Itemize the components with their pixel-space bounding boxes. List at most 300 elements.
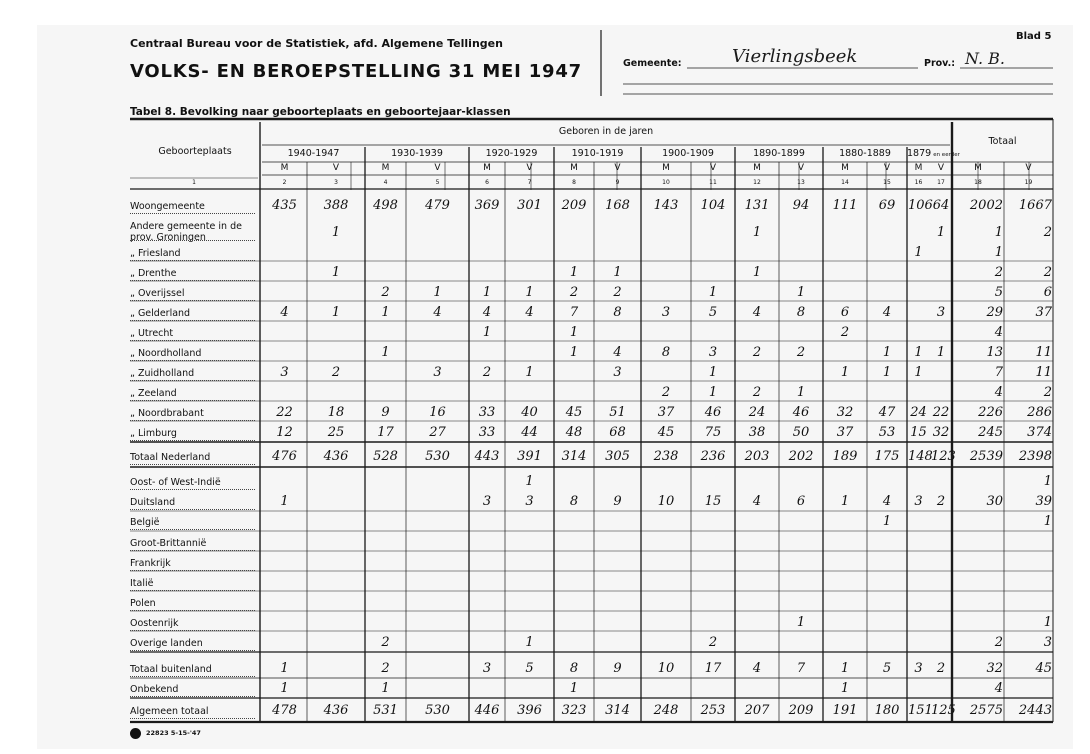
data-cell: 1 <box>525 285 534 300</box>
column-number: 7 <box>527 179 532 186</box>
data-cell: 5 <box>994 285 1003 300</box>
data-cell: 3 <box>482 494 492 509</box>
data-cell: 2 <box>381 661 390 676</box>
data-cell: 8 <box>796 305 806 320</box>
data-cell: 2398 <box>1018 449 1052 464</box>
column-number: 5 <box>435 179 440 186</box>
data-cell: 51 <box>609 405 626 420</box>
data-cell: 1 <box>482 325 492 340</box>
data-cell: 1 <box>882 345 892 360</box>
dotted-leader <box>130 529 255 530</box>
data-cell: 10 <box>657 494 675 509</box>
data-cell: 94 <box>792 198 810 213</box>
data-cell: 64 <box>932 198 950 213</box>
data-cell: 46 <box>704 405 722 420</box>
data-cell: 4 <box>280 305 289 320</box>
data-cell: 1 <box>280 661 289 676</box>
data-cell: 7 <box>994 365 1003 380</box>
data-cell: 9 <box>613 661 622 676</box>
data-cell: 209 <box>561 198 587 213</box>
data-cell: 9 <box>381 405 390 420</box>
data-cell: 123 <box>931 449 956 464</box>
year-group-header: 1920-1929 <box>485 148 538 159</box>
column-number: 17 <box>937 179 945 186</box>
print-stamp-icon <box>130 728 141 739</box>
year-group-header: 1879 en eerder <box>907 148 960 159</box>
column-number: 11 <box>709 179 717 186</box>
data-cell: 528 <box>373 449 398 464</box>
data-cell: 1 <box>796 385 806 400</box>
sex-column-header: V <box>937 163 945 173</box>
data-cell: 75 <box>704 425 722 440</box>
data-cell: 1 <box>525 365 534 380</box>
data-cell: 143 <box>653 198 679 213</box>
data-cell: 1 <box>331 305 341 320</box>
data-cell: 3 <box>613 365 622 380</box>
data-cell: 22 <box>932 405 950 420</box>
data-cell: 29 <box>986 305 1003 320</box>
data-cell: 32 <box>932 425 950 440</box>
data-cell: 286 <box>1027 405 1052 420</box>
data-cell: 253 <box>700 703 726 718</box>
data-cell: 530 <box>425 703 450 718</box>
data-cell: 4 <box>882 305 892 320</box>
data-cell: 1 <box>569 325 579 340</box>
dotted-leader <box>130 360 255 361</box>
data-cell: 248 <box>653 703 679 718</box>
dotted-leader <box>130 300 255 301</box>
data-cell: 1 <box>331 265 341 280</box>
census-title: VOLKS- EN BEROEPSTELLING 31 MEI 1947 <box>130 61 582 82</box>
data-cell: 202 <box>788 449 814 464</box>
dotted-leader <box>130 260 255 261</box>
data-cell: 168 <box>605 198 630 213</box>
data-cell: 13 <box>986 345 1003 360</box>
data-cell: 17 <box>377 425 394 440</box>
column-number: 2 <box>282 179 287 186</box>
data-cell: 238 <box>653 449 679 464</box>
data-cell: 4 <box>433 305 442 320</box>
data-cell: 125 <box>931 703 956 718</box>
data-cell: 33 <box>478 405 496 420</box>
row-label-line: prov. Groningen <box>130 232 206 243</box>
data-cell: 1 <box>914 365 923 380</box>
data-cell: 5 <box>525 661 534 676</box>
dotted-leader <box>130 240 255 241</box>
data-cell: 2 <box>1043 265 1052 280</box>
dotted-leader <box>130 280 255 281</box>
data-cell: 2 <box>661 385 671 400</box>
sex-column-header: M <box>974 163 982 173</box>
data-cell: 388 <box>323 198 349 213</box>
year-group-suffix: en eerder <box>933 152 960 158</box>
data-cell: 7 <box>569 305 579 320</box>
data-cell: 305 <box>605 449 630 464</box>
data-cell: 6 <box>840 305 850 320</box>
data-cell: 1 <box>994 245 1003 260</box>
data-cell: 106 <box>908 198 933 213</box>
data-cell: 1 <box>525 635 534 650</box>
row-label: „ Gelderland <box>130 308 191 319</box>
data-cell: 180 <box>874 703 900 718</box>
data-cell: 369 <box>474 198 500 213</box>
data-cell: 207 <box>744 703 770 718</box>
data-cell: 1 <box>914 345 923 360</box>
dotted-leader <box>130 590 255 591</box>
data-cell: 12 <box>276 425 293 440</box>
sheet-number: Blad 5 <box>1016 31 1052 42</box>
municipality-label: Gemeente: <box>623 58 682 69</box>
column-number: 12 <box>753 179 761 186</box>
data-cell: 2 <box>381 285 390 300</box>
data-cell: 1 <box>280 681 289 696</box>
data-cell: 3 <box>525 494 534 509</box>
data-cell: 18 <box>327 405 345 420</box>
dotted-leader <box>130 420 255 421</box>
dotted-leader <box>130 696 255 697</box>
data-cell: 443 <box>474 449 500 464</box>
data-cell: 476 <box>272 449 297 464</box>
dotted-leader <box>130 489 255 490</box>
year-group-header: 1890-1899 <box>753 148 805 159</box>
data-cell: 37 <box>1035 305 1052 320</box>
sex-column-header: V <box>797 163 805 173</box>
data-cell: 32 <box>986 661 1003 676</box>
data-cell: 1 <box>840 494 850 509</box>
row-label: Frankrijk <box>130 558 171 569</box>
row-label: Duitsland <box>130 497 176 508</box>
data-cell: 1 <box>708 285 718 300</box>
data-cell: 38 <box>748 425 766 440</box>
sex-column-header: M <box>914 163 923 173</box>
data-cell: 479 <box>425 198 450 213</box>
data-cell: 6 <box>796 494 806 509</box>
row-label: „ Drenthe <box>130 268 177 279</box>
data-cell: 68 <box>609 425 626 440</box>
row-label: „ Noordholland <box>130 348 202 359</box>
data-cell: 16 <box>429 405 446 420</box>
data-cell: 37 <box>657 405 675 420</box>
row-label-line: Andere gemeente in de <box>130 221 242 232</box>
total-column-header: Totaal <box>988 136 1017 147</box>
data-cell: 1 <box>936 345 946 360</box>
dotted-leader <box>130 650 255 651</box>
data-cell: 2 <box>569 285 579 300</box>
data-cell: 2 <box>613 285 622 300</box>
data-cell: 40 <box>521 405 538 420</box>
column-number: 15 <box>883 179 891 186</box>
data-cell: 446 <box>474 703 500 718</box>
data-cell: 323 <box>561 703 587 718</box>
row-label: Overige landen <box>130 638 203 649</box>
data-cell: 48 <box>565 425 583 440</box>
data-cell: 1 <box>280 494 289 509</box>
data-cell: 1 <box>1043 474 1052 489</box>
data-cell: 1 <box>708 365 718 380</box>
data-cell: 2 <box>752 345 762 360</box>
column-number: 4 <box>383 179 388 186</box>
sex-column-header: M <box>483 163 491 173</box>
data-cell: 226 <box>978 405 1003 420</box>
dotted-leader <box>130 340 255 341</box>
row-label: „ Limburg <box>130 428 177 439</box>
data-cell: 2002 <box>969 198 1003 213</box>
data-cell: 27 <box>429 425 446 440</box>
data-cell: 396 <box>517 703 542 718</box>
data-cell: 4 <box>994 681 1003 696</box>
data-cell: 1 <box>840 661 850 676</box>
data-cell: 1 <box>1043 514 1052 529</box>
data-cell: 1667 <box>1018 198 1052 213</box>
data-cell: 1 <box>752 225 762 240</box>
data-cell: 1 <box>914 245 923 260</box>
sex-column-header: V <box>332 163 340 173</box>
year-group-header: 1930-1939 <box>391 148 443 159</box>
birthplace-column-header: Geboorteplaats <box>158 146 232 157</box>
sex-column-header: V <box>526 163 533 173</box>
data-cell: 1 <box>882 365 892 380</box>
column-number: 19 <box>1024 179 1033 186</box>
row-label: Totaal buitenland <box>130 664 212 675</box>
data-cell: 1 <box>936 225 946 240</box>
data-cell: 478 <box>272 703 297 718</box>
dotted-leader <box>130 550 255 551</box>
data-cell: 1 <box>752 265 762 280</box>
data-cell: 7 <box>796 661 806 676</box>
data-cell: 1 <box>569 681 579 696</box>
data-cell: 3 <box>914 494 923 509</box>
dotted-leader <box>130 320 255 321</box>
dotted-leader <box>130 440 255 441</box>
sex-column-header: V <box>614 163 621 173</box>
data-cell: 2 <box>482 365 492 380</box>
data-cell: 44 <box>521 425 538 440</box>
data-cell: 37 <box>836 425 854 440</box>
row-label: „ Zuidholland <box>130 368 195 379</box>
data-cell: 4 <box>752 305 762 320</box>
data-cell: 3 <box>936 305 946 320</box>
data-cell: 1 <box>994 225 1003 240</box>
sex-column-header: V <box>434 163 441 173</box>
column-number: 16 <box>914 179 923 186</box>
data-cell: 1 <box>882 514 892 529</box>
data-cell: 131 <box>744 198 770 213</box>
data-cell: 3 <box>433 365 442 380</box>
data-cell: 46 <box>792 405 810 420</box>
column-number: 8 <box>572 179 576 186</box>
data-cell: 15 <box>910 425 927 440</box>
year-group-header: 1940-1947 <box>287 148 340 159</box>
sex-column-header: M <box>570 163 578 173</box>
data-cell: 2 <box>936 494 946 509</box>
row-label: Woongemeente <box>130 201 205 212</box>
data-cell: 10 <box>657 661 675 676</box>
data-cell: 22 <box>276 405 293 420</box>
data-cell: 1 <box>569 345 579 360</box>
data-cell: 1 <box>525 474 534 489</box>
data-cell: 148 <box>908 449 933 464</box>
data-cell: 4 <box>482 305 492 320</box>
column-number: 13 <box>797 179 805 186</box>
sex-column-header: M <box>841 163 849 173</box>
sex-column-header: M <box>280 163 289 173</box>
sex-column-header: V <box>883 163 891 173</box>
data-cell: 314 <box>605 703 630 718</box>
data-cell: 104 <box>700 198 726 213</box>
data-cell: 8 <box>569 661 579 676</box>
data-cell: 32 <box>836 405 854 420</box>
data-cell: 4 <box>994 385 1003 400</box>
dotted-leader <box>130 570 255 571</box>
province-value: N. B. <box>965 49 1005 68</box>
data-cell: 1 <box>381 305 390 320</box>
data-cell: 4 <box>882 494 892 509</box>
organization-name: Centraal Bureau voor de Statistiek, afd. Algemene Tellingen <box>130 37 503 50</box>
data-cell: 151 <box>908 703 933 718</box>
data-cell: 2 <box>381 635 390 650</box>
data-cell: 1 <box>569 265 579 280</box>
data-cell: 2443 <box>1018 703 1052 718</box>
data-cell: 4 <box>752 494 762 509</box>
data-cell: 530 <box>425 449 450 464</box>
data-cell: 1 <box>796 615 806 630</box>
data-cell: 1 <box>840 365 850 380</box>
sex-column-header: M <box>753 163 761 173</box>
data-cell: 435 <box>272 198 297 213</box>
data-cell: 17 <box>704 661 722 676</box>
column-number: 3 <box>334 179 338 186</box>
data-cell: 33 <box>478 425 496 440</box>
dotted-leader <box>130 380 255 381</box>
data-cell: 436 <box>323 703 349 718</box>
column-number: 14 <box>841 179 849 186</box>
data-cell: 8 <box>569 494 579 509</box>
row-label: Groot-Brittannië <box>130 538 207 549</box>
dotted-leader <box>130 630 255 631</box>
data-cell: 8 <box>613 305 622 320</box>
data-cell: 2 <box>708 635 718 650</box>
data-cell: 1 <box>708 385 718 400</box>
data-cell: 2 <box>994 265 1003 280</box>
data-cell: 47 <box>878 405 896 420</box>
data-cell: 374 <box>1027 425 1052 440</box>
data-cell: 45 <box>565 405 583 420</box>
row-label: Oostenrijk <box>130 618 179 629</box>
data-cell: 3 <box>914 661 923 676</box>
sex-column-header: M <box>381 163 390 173</box>
data-cell: 498 <box>373 198 398 213</box>
data-cell: 3 <box>661 305 671 320</box>
data-cell: 8 <box>661 345 671 360</box>
data-cell: 4 <box>525 305 534 320</box>
data-cell: 203 <box>744 449 770 464</box>
print-code: 22823 5-15-'47 <box>146 729 201 737</box>
data-cell: 24 <box>910 405 927 420</box>
data-cell: 2 <box>994 635 1003 650</box>
data-cell: 9 <box>613 494 622 509</box>
row-label: Italië <box>130 578 154 589</box>
data-cell: 1 <box>840 681 850 696</box>
data-cell: 2 <box>796 345 806 360</box>
data-cell: 25 <box>327 425 345 440</box>
data-cell: 236 <box>700 449 726 464</box>
row-label: „ Friesland <box>130 248 181 259</box>
column-number: 6 <box>485 179 489 186</box>
data-cell: 39 <box>1035 494 1052 509</box>
data-cell: 3 <box>280 365 289 380</box>
year-group-header: 1900-1909 <box>662 148 714 159</box>
data-cell: 1 <box>331 225 341 240</box>
data-cell: 2 <box>752 385 762 400</box>
province-label: Prov.: <box>924 58 956 69</box>
year-group-header: 1910-1919 <box>571 148 624 159</box>
row-label: Polen <box>130 598 156 609</box>
data-cell: 1 <box>1043 615 1052 630</box>
dotted-leader <box>130 213 255 214</box>
column-number: 1 <box>192 179 196 186</box>
data-cell: 45 <box>657 425 675 440</box>
data-cell: 15 <box>704 494 722 509</box>
sex-column-header: M <box>662 163 670 173</box>
data-cell: 1 <box>381 681 390 696</box>
data-cell: 6 <box>1043 285 1052 300</box>
data-cell: 4 <box>752 661 762 676</box>
data-cell: 2 <box>1043 385 1052 400</box>
table-title: Tabel 8. Bevolking naar geboorteplaats en geboortejaar-klassen <box>130 106 511 118</box>
row-label: „ Overijssel <box>130 288 185 299</box>
data-cell: 531 <box>373 703 398 718</box>
dotted-leader <box>130 400 255 401</box>
dotted-leader <box>130 464 255 465</box>
data-cell: 314 <box>561 449 587 464</box>
data-cell: 391 <box>517 449 542 464</box>
data-cell: 209 <box>788 703 814 718</box>
data-cell: 30 <box>986 494 1003 509</box>
column-number: 18 <box>974 179 982 186</box>
data-cell: 24 <box>748 405 766 420</box>
data-cell: 1 <box>613 265 622 280</box>
year-group-header: 1880-1889 <box>839 148 891 159</box>
data-cell: 3 <box>1043 635 1052 650</box>
data-cell: 2 <box>936 661 946 676</box>
row-label: België <box>130 517 160 528</box>
data-cell: 191 <box>832 703 858 718</box>
dotted-leader <box>130 610 255 611</box>
birth-years-header: Geboren in de jaren <box>558 126 654 137</box>
data-cell: 3 <box>708 345 718 360</box>
dotted-leader <box>130 676 255 677</box>
data-cell: 2539 <box>969 449 1003 464</box>
data-cell: 4 <box>994 325 1003 340</box>
row-label: Onbekend <box>130 684 179 695</box>
data-cell: 436 <box>323 449 349 464</box>
data-cell: 175 <box>874 449 900 464</box>
data-cell: 69 <box>878 198 896 213</box>
data-cell: 5 <box>708 305 718 320</box>
dotted-leader <box>130 509 255 510</box>
data-cell: 1 <box>482 285 492 300</box>
sex-column-header: V <box>709 163 717 173</box>
row-label: Totaal Nederland <box>130 452 211 463</box>
data-cell: 11 <box>1035 345 1052 360</box>
row-label: Algemeen totaal <box>130 706 209 717</box>
data-cell: 111 <box>832 198 858 213</box>
data-cell: 301 <box>517 198 542 213</box>
data-cell: 1 <box>796 285 806 300</box>
row-label: „ Utrecht <box>130 328 174 339</box>
row-label: Oost- of West-Indië <box>130 477 221 488</box>
data-cell: 245 <box>978 425 1003 440</box>
